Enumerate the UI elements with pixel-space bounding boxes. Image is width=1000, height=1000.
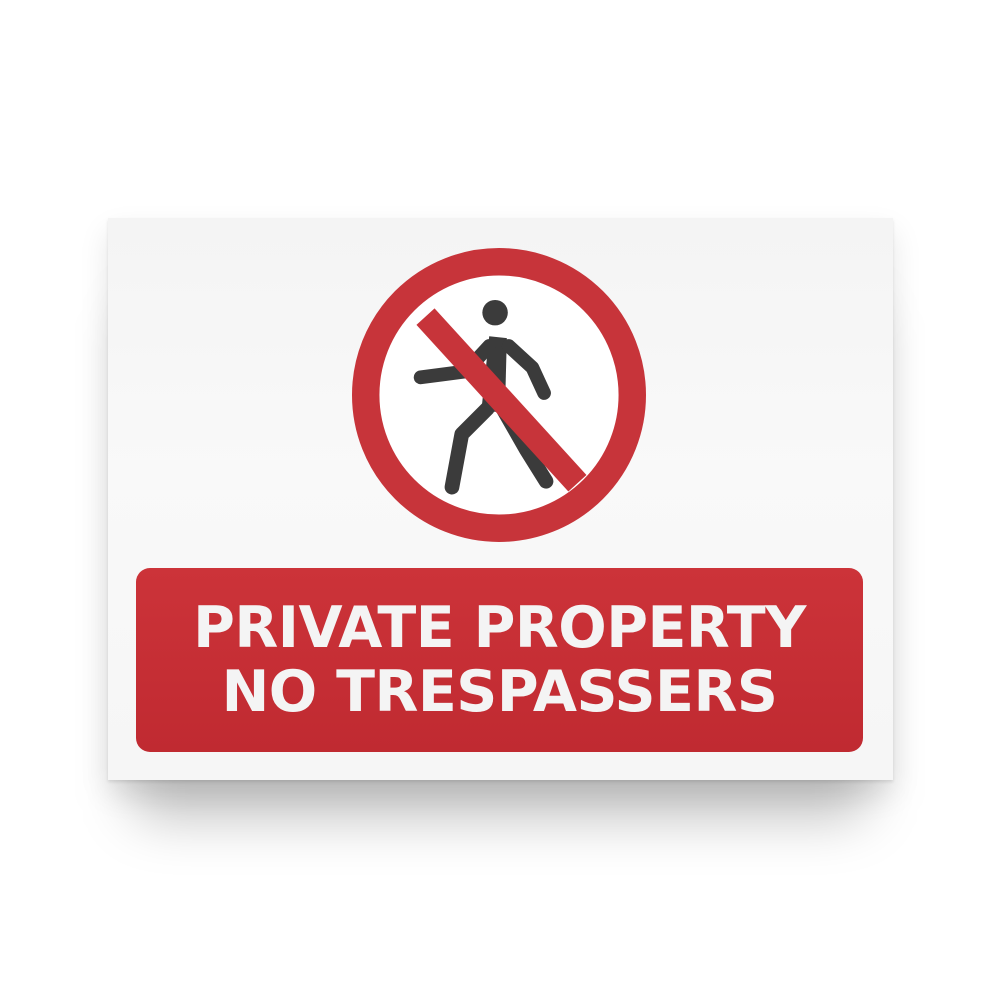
headline-text: PRIVATE PROPERTY [193, 595, 806, 661]
subheadline-text: NO TRESPASSERS [221, 659, 778, 725]
warning-banner [136, 568, 863, 752]
no-pedestrian-prohibition-icon [352, 248, 646, 542]
warning-sign [108, 218, 893, 780]
